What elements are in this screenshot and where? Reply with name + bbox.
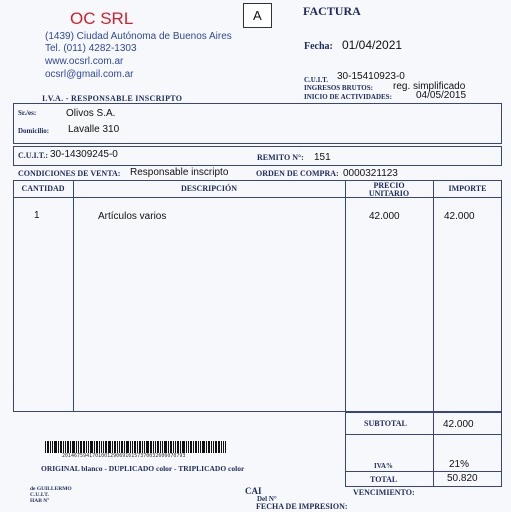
- printer-name: de GUILLERMO: [30, 486, 72, 492]
- barcode-bar: [103, 441, 104, 453]
- barcode-bar: [160, 441, 161, 453]
- barcode-bar: [58, 441, 59, 453]
- start-date: 04/05/2015: [416, 90, 467, 101]
- barcode-bar: [105, 441, 107, 453]
- barcode-bar: [153, 441, 154, 453]
- items-table: [13, 180, 502, 412]
- row-unit-price: 42.000: [369, 211, 400, 222]
- barcode-bar: [83, 441, 85, 453]
- due-date-label: VENCIMIENTO:: [353, 488, 415, 497]
- copies-legend: ORIGINAL blanco - DUPLICADO color - TRIPLICADO color: [41, 464, 245, 473]
- barcode-bar: [45, 441, 46, 453]
- barcode-bar: [101, 441, 102, 453]
- barcode-bar: [47, 441, 49, 453]
- barcode-bar: [168, 441, 169, 453]
- barcode-bar: [215, 441, 217, 453]
- totals-divider: [433, 412, 434, 487]
- row-quantity: 1: [34, 210, 40, 221]
- barcode-bar: [173, 441, 174, 453]
- barcode-bar: [221, 441, 222, 453]
- barcode-digits: 20146759417010012906916157370032606070793: [62, 453, 186, 459]
- barcode-bar: [90, 441, 93, 453]
- barcode-bar: [60, 441, 62, 453]
- barcode-bar: [70, 441, 71, 453]
- col-description-header: DESCRIPCIÓN: [180, 184, 237, 193]
- cuit-label: C.U.I.T.: [304, 76, 328, 84]
- barcode-bar: [186, 441, 187, 453]
- barcode-bar: [132, 441, 133, 453]
- sale-conditions: Responsable inscripto: [130, 167, 229, 178]
- barcode-bar: [108, 441, 111, 453]
- barcode-bar: [130, 441, 131, 453]
- barcode-bar: [157, 441, 159, 453]
- barcode-bar: [78, 441, 79, 453]
- barcode-bar: [170, 441, 172, 453]
- barcode-bar: [114, 441, 116, 453]
- company-website: www.ocsrl.com.ar: [45, 56, 124, 67]
- customer-cuit: 30-14309245-0: [50, 149, 118, 160]
- total-divider: [345, 471, 502, 472]
- barcode-bar: [146, 441, 149, 453]
- barcode-bar: [72, 441, 75, 453]
- total-value: 50.820: [447, 473, 478, 484]
- sale-conditions-label: CONDICIONES DE VENTA:: [18, 169, 121, 178]
- barcode-bar: [180, 441, 181, 453]
- barcode-bar: [76, 441, 77, 453]
- barcode-bar: [119, 441, 120, 453]
- column-divider-desc: [345, 180, 346, 412]
- barcode-bar: [99, 441, 100, 453]
- company-name: OC SRL: [70, 9, 134, 28]
- total-label: TOTAL: [370, 475, 398, 484]
- barcode-bar: [121, 441, 123, 453]
- barcode-bar: [177, 441, 179, 453]
- del-label: Del N°: [257, 495, 277, 503]
- invoice-title: FACTURA: [303, 4, 361, 18]
- company-email: ocsrl@gmail.com.ar: [45, 69, 134, 80]
- barcode-bar: [124, 441, 125, 453]
- iva-value: 21%: [449, 459, 470, 470]
- barcode-bar: [198, 441, 199, 453]
- invoice-date: 01/04/2021: [342, 38, 403, 52]
- barcode-bar: [190, 441, 192, 453]
- barcode-bar: [150, 441, 152, 453]
- barcode-bar: [88, 441, 89, 453]
- barcode-bar: [112, 441, 113, 453]
- col-quantity-header: CANTIDAD: [21, 184, 65, 193]
- row-description: Artículos varios: [98, 211, 167, 222]
- barcode-bar: [63, 441, 64, 453]
- barcode-bar: [193, 441, 194, 453]
- barcode-bar: [202, 441, 205, 453]
- remito-number: 151: [314, 152, 331, 163]
- issuer-cuit: 30-15410923-0: [337, 71, 405, 82]
- customer-name: Olivos S.A.: [66, 108, 116, 119]
- barcode: [45, 441, 295, 453]
- row-amount: 42.000: [444, 211, 475, 222]
- barcode-bar: [94, 441, 95, 453]
- order-number: 0000321123: [343, 168, 398, 179]
- barcode-bar: [155, 441, 156, 453]
- order-label: ORDEN DE COMPRA:: [256, 169, 339, 178]
- barcode-bar: [52, 441, 53, 453]
- customer-name-label: Sr./es:: [18, 109, 37, 117]
- column-divider-qty: [73, 180, 74, 412]
- barcode-bar: [182, 441, 185, 453]
- barcode-bar: [50, 441, 51, 453]
- barcode-bar: [225, 441, 226, 453]
- barcode-bar: [67, 441, 69, 453]
- invoice-letter-box: [243, 3, 272, 28]
- barcode-bar: [80, 441, 82, 453]
- start-label: INICIO DE ACTIVIDADES:: [304, 93, 392, 101]
- customer-address: Lavalle 310: [68, 124, 120, 135]
- barcode-bar: [162, 441, 163, 453]
- print-date-label: FECHA DE IMPRESION:: [256, 502, 348, 511]
- barcode-bar: [164, 441, 167, 453]
- remito-label: REMITO N°:: [257, 153, 304, 162]
- invoice-letter: A: [253, 8, 262, 23]
- barcode-bar: [188, 441, 189, 453]
- barcode-bar: [206, 441, 207, 453]
- subtotal-value: 42.000: [443, 419, 474, 430]
- date-label: Fecha:: [304, 41, 333, 52]
- company-address: (1439) Ciudad Autónoma de Buenos Aires: [45, 31, 232, 42]
- barcode-bar: [200, 441, 201, 453]
- subtotal-divider: [345, 434, 502, 435]
- barcode-bar: [175, 441, 176, 453]
- iva-condition: I.V.A. - RESPONSABLE INSCRIPTO: [42, 94, 183, 103]
- barcode-bar: [223, 441, 224, 453]
- customer-cuit-label: C.U.I.T.:: [18, 151, 49, 160]
- printer-cuit-label: C.U.I.T.: [30, 492, 49, 498]
- barcode-bar: [139, 441, 141, 453]
- barcode-bar: [213, 441, 214, 453]
- iibb-value: reg. simplificado: [393, 81, 466, 92]
- barcode-bar: [65, 441, 66, 453]
- company-phone: Tel. (011) 4282-1303: [45, 43, 137, 54]
- barcode-bar: [54, 441, 57, 453]
- barcode-bar: [126, 441, 129, 453]
- barcode-bar: [142, 441, 143, 453]
- barcode-bar: [86, 441, 87, 453]
- col-amount-header: IMPORTE: [448, 184, 487, 193]
- customer-address-label: Domicilio:: [18, 127, 50, 135]
- barcode-bar: [134, 441, 136, 453]
- col-unit-price-header-1: PRECIO: [373, 181, 405, 190]
- barcode-bar: [211, 441, 212, 453]
- iva-label: IVA%: [374, 462, 393, 470]
- barcode-bar: [144, 441, 145, 453]
- col-unit-price-header-2: UNITARIO: [368, 189, 410, 198]
- barcode-bar: [96, 441, 98, 453]
- column-divider-unit: [433, 180, 434, 412]
- barcode-bar: [195, 441, 197, 453]
- barcode-bar: [137, 441, 138, 453]
- barcode-bar: [208, 441, 210, 453]
- barcode-bar: [218, 441, 220, 453]
- printer-hab-label: HAB N°: [30, 498, 50, 504]
- cai-label: CAI: [245, 486, 262, 496]
- subtotal-label: SUBTOTAL: [364, 419, 407, 428]
- barcode-bar: [117, 441, 118, 453]
- iibb-label: INGRESOS BRUTOS:: [304, 84, 373, 92]
